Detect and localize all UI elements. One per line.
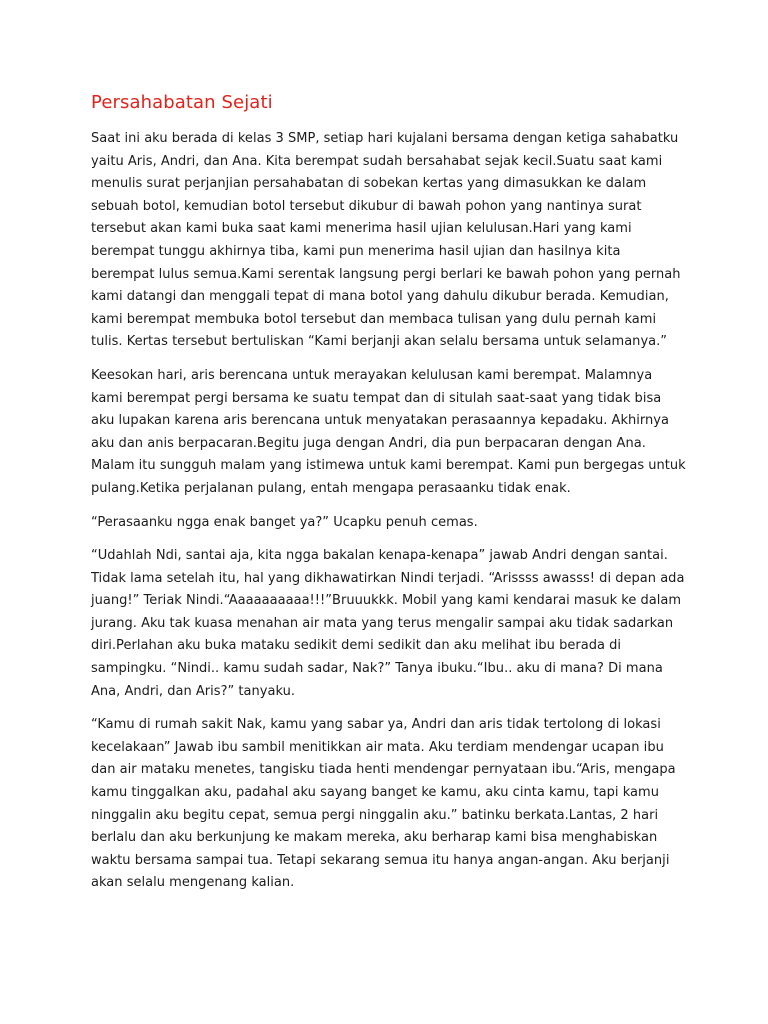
document-title: Persahabatan Sejati: [91, 92, 273, 113]
document-body: [91, 128, 686, 906]
paragraph-3: “Perasaanku ngga enak banget ya?” Ucapku penuh cemas.: [91, 514, 478, 530]
paragraph-2: Keesokan hari, aris berencana untuk merayakan kelulusan kami berempat. Malamnya kami berempat pergi bersama ke suatu tempat dan di situlah saat-saat yang tidak bisa aku lupakan karena aris berencana untuk menyatakan perasaannya kepadaku. Akhirnya aku dan anis berpacaran.Begitu juga dengan Andri, dia pun berpacaran dengan Ana. Malam itu sungguh malam yang istimewa untuk kami berempat. Kami pun bergegas untuk pulang.Ketika perjalanan pulang, entah mengapa perasaanku tidak enak.: [91, 367, 686, 496]
paragraph-1: Saat ini aku berada di kelas 3 SMP, setiap hari kujalani bersama dengan ketiga sahabatku yaitu Aris, Andri, dan Ana. Kita berempat sudah bersahabat sejak kecil.Suatu saat kami menulis surat perjanjian persahabatan di sobekan kertas yang dimasukkan ke dalam sebuah botol, kemudian botol tersebut dikubur di bawah pohon yang nantinya surat tersebut akan kami buka saat kami menerima hasil ujian kelulusan.Hari yang kami berempat tunggu akhirnya tiba, kami pun menerima hasil ujian dan hasilnya kita berempat lulus semua.Kami serentak langsung pergi berlari ke bawah pohon yang pernah kami datangi dan menggali tepat di mana botol yang dahulu dikubur berada. Kemudian, kami berempat membuka botol tersebut dan membaca tulisan yang dulu pernah kami tulis. Kertas tersebut bertuliskan “Kami berjanji akan selalu bersama untuk selamanya.”: [91, 131, 681, 350]
paragraph-4: “Udahlah Ndi, santai aja, kita ngga bakalan kenapa-kenapa” jawab Andri dengan santai. Tidak lama setelah itu, hal yang dikhawatirkan Nindi terjadi. “Arissss awasss! di depan ada juang!” Teriak Nindi.“Aaaaaaaaaa!!!”Bruuukkk. Mobil yang kami kendarai masuk ke dalam jurang. Aku tak kuasa menahan air mata yang terus mengalir sampai aku tidak sadarkan diri.Perlahan aku buka mataku sedikit demi sedikit dan aku melihat ibu berada di sampingku. “Nindi.. kamu sudah sadar, Nak?” Tanya ibuku.“Ibu.. aku di mana? Di mana Ana, Andri, dan Aris?” tanyaku.: [91, 548, 685, 699]
paragraph-5: “Kamu di rumah sakit Nak, kamu yang sabar ya, Andri dan aris tidak tertolong di lokasi kecelakaan” Jawab ibu sambil menitikkan air mata. Aku terdiam mendengar ucapan ibu dan air mataku menetes, tangisku tiada henti mendengar pernyataan ibu.“Aris, mengapa kamu tinggalkan aku, padahal aku sayang banget ke kamu, aku cinta kamu, tapi kamu ninggalin aku begitu cepat, semua pergi ninggalin aku.” batinku berkata.Lantas, 2 hari berlalu dan aku berkunjung ke makam mereka, aku berharap kami bisa menghabiskan waktu bersama sampai tua. Tetapi sekarang semua itu hanya angan-angan. Aku berjanji akan selalu mengenang kalian.: [91, 717, 676, 891]
